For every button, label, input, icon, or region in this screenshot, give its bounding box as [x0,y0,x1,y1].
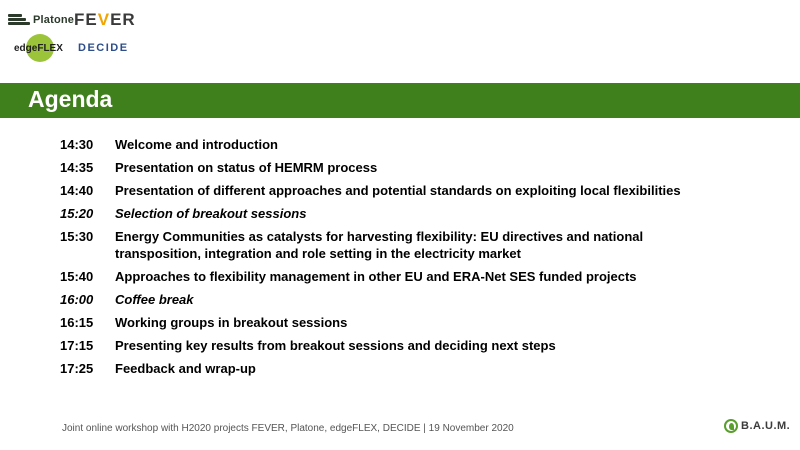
baum-logo-text: B.A.U.M. [741,420,791,432]
baum-logo [724,419,790,433]
agenda-text: Working groups in breakout sessions [115,315,348,330]
agenda-text: Coffee break [115,292,194,307]
footer-text: Joint online workshop with H2020 projects FEVER, Platone, edgeFLEX, DECIDE | 19 November 2020 [62,423,514,434]
edgeflex-logo [6,34,63,62]
fever-logo [74,9,136,31]
agenda-item [60,136,780,153]
agenda-time: 14:40 [60,183,94,198]
platone-mark-icon [8,13,30,27]
agenda-list [60,136,780,377]
agenda-time: 17:25 [60,361,94,376]
page-title: Agenda [28,86,113,112]
agenda-time: 14:30 [60,137,94,152]
fever-logo-text-b: V [97,10,111,29]
decide-logo [78,40,129,56]
agenda-text: Approaches to flexibility management in other EU and ERA-Net SES funded projects [115,269,637,284]
agenda-item [60,159,780,176]
agenda-time: 15:30 [60,229,94,244]
agenda-time: 14:35 [60,160,94,175]
fever-logo-text-a: FE [74,10,98,29]
agenda-time: 16:00 [60,292,94,307]
decide-logo-text: DECIDE [78,42,129,54]
edgeflex-logo-text: edgeFLEX [14,42,63,54]
agenda-item [60,314,780,331]
agenda-text: Welcome and introduction [115,137,278,152]
agenda-text: Presentation on status of HEMRM process [115,160,378,175]
leaf-icon [724,419,738,433]
agenda-time: 16:15 [60,315,94,330]
agenda-item [60,337,780,354]
agenda-item [60,182,780,199]
platone-logo-text: Platone [33,14,75,26]
agenda-text: Energy Communities as catalysts for harvesting flexibility: EU directives and national transposition, integration and role setting in the electricity market [115,229,644,261]
agenda-time: 15:40 [60,269,94,284]
fever-logo-text-c: ER [110,10,136,29]
agenda-time: 15:20 [60,206,94,221]
agenda-text: Selection of breakout sessions [115,206,307,221]
agenda-time: 17:15 [60,338,94,353]
agenda-item [60,360,780,377]
title-bar [0,83,800,118]
agenda-item [60,291,780,308]
agenda-item [60,205,780,222]
platone-logo [8,12,74,28]
agenda-text: Presentation of different approaches and potential standards on exploiting local flexibilities [115,183,681,198]
agenda-item [60,268,780,285]
agenda-item [60,228,780,262]
agenda-text: Presenting key results from breakout sessions and deciding next steps [115,338,556,353]
agenda-text: Feedback and wrap-up [115,361,256,376]
